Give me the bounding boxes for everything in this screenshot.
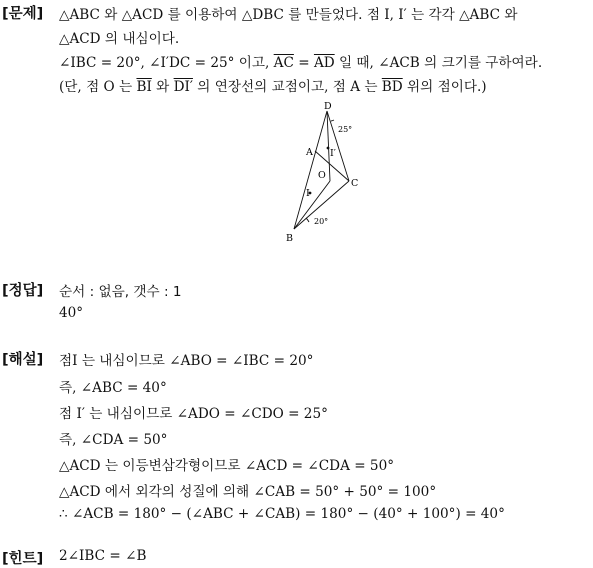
- segment-ad: $\overline{AD}$: [313, 55, 335, 71]
- label-b: B: [286, 233, 293, 244]
- line-do: [327, 111, 330, 181]
- geometry-figure: [285, 100, 365, 245]
- solution-tag: [해설]: [2, 352, 44, 368]
- solution-line: 즉, ∠ABC = 40°: [59, 380, 167, 396]
- label-i-prime: I′: [330, 148, 336, 159]
- angle-label-bottom: 20°: [314, 217, 329, 226]
- equals-sign: =: [293, 55, 314, 71]
- hint-value: 2∠IBC = ∠B: [59, 548, 147, 564]
- label-o: O: [318, 170, 326, 181]
- label-c: C: [351, 178, 359, 189]
- answer-meta: 순서 : 없음, 갯수 : 1: [59, 284, 182, 300]
- problem-line-4: [59, 75, 487, 95]
- angle-label-top: 25°: [338, 125, 353, 134]
- problem-line-3-post: 일 때, ∠ACB 의 크기를 구하여라.: [334, 55, 543, 71]
- solution-line: ∴ ∠ACB = 180° − (∠ABC + ∠CAB) = 180° − (40° + 100°) = 40°: [59, 506, 505, 522]
- angle-arc-top: [331, 120, 334, 121]
- solution-line: △ACD 는 이등변삼각형이므로 ∠ACD = ∠CDA = 50°: [59, 458, 395, 474]
- problem-line-2: △ACD 의 내심이다.: [59, 31, 180, 47]
- answer-value: 40°: [59, 305, 84, 321]
- label-a: A: [306, 147, 313, 158]
- point-i-prime: [327, 147, 330, 150]
- segment-bi: $\overline{BI}$: [136, 79, 152, 95]
- label-i: I: [306, 188, 310, 199]
- line-dc: [327, 111, 349, 181]
- segment-bd: $\overline{BD}$: [381, 79, 403, 95]
- problem-tag: [문제]: [2, 6, 44, 22]
- hint-tag: [힌트]: [2, 551, 44, 567]
- segment-di: DI′: [173, 79, 193, 95]
- problem-line-4-d: 위의 점이다.): [402, 79, 487, 95]
- segment-ac: $\overline{AC}$: [273, 55, 294, 71]
- problem-line-1: △ABC 와 △ACD 를 이용하여 △DBC 를 만들었다. 점 I, I′ 는 각각 △ABC 와: [59, 7, 518, 23]
- solution-line: 즉, ∠CDA = 50°: [59, 432, 168, 448]
- problem-line-3-pre: ∠IBC = 20°, ∠I′DC = 25° 이고,: [59, 55, 274, 71]
- label-d: D: [324, 101, 332, 112]
- angle-arc-bottom: [306, 218, 309, 222]
- problem-line-4-b: 와: [151, 79, 174, 95]
- answer-tag: [정답]: [2, 283, 44, 299]
- solution-line: △ACD 에서 외각의 성질에 의해 ∠CAB = 50° + 50° = 100°: [59, 484, 437, 500]
- solution-line: 점 I′ 는 내심이므로 ∠ADO = ∠CDO = 25°: [59, 406, 328, 422]
- solution-line: 점I 는 내심이므로 ∠ABO = ∠IBC = 20°: [59, 353, 314, 369]
- problem-line-4-c: 의 연장선의 교점이고, 점 A 는: [192, 79, 382, 95]
- problem-line-4-a: (단, 점 O 는: [59, 79, 137, 95]
- problem-line-3: [59, 51, 542, 71]
